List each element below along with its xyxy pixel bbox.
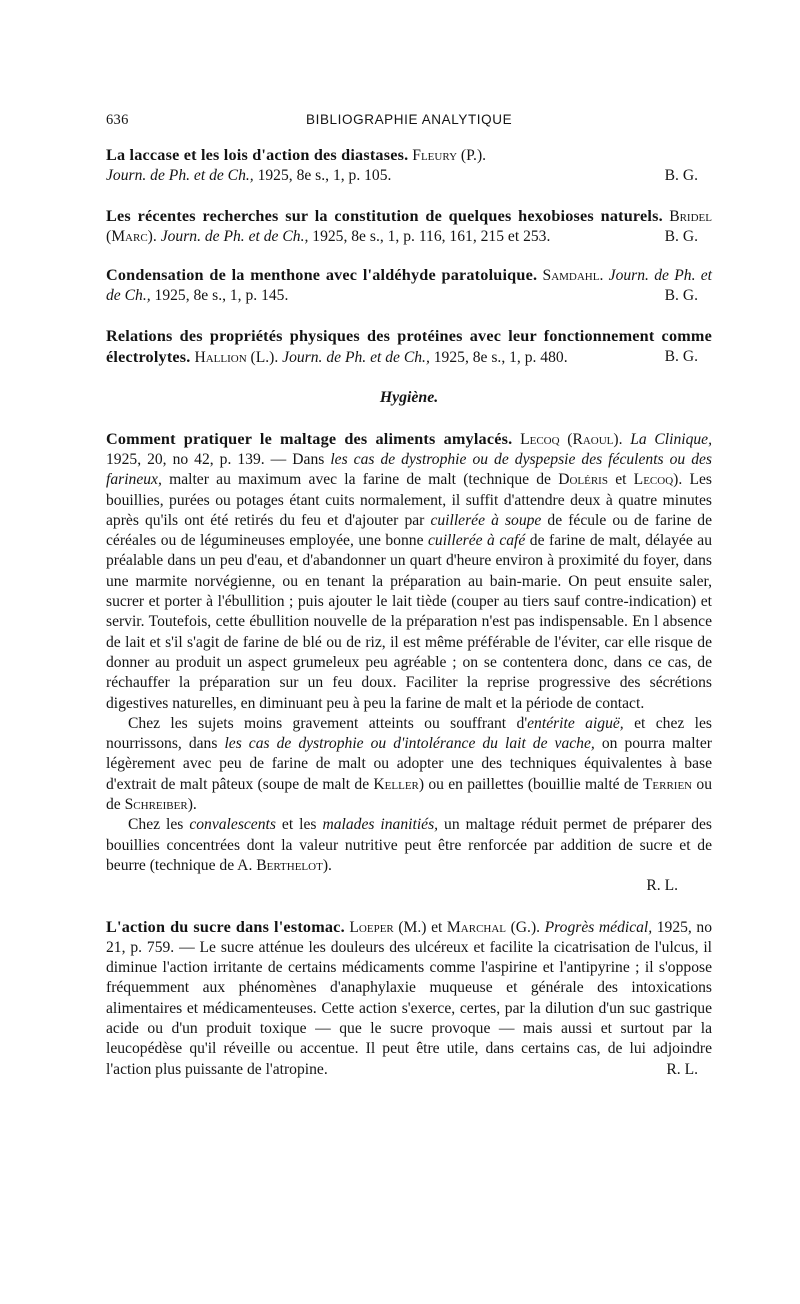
entry-journal: Journ. de Ph. et de Ch., bbox=[160, 227, 309, 245]
entry-signature: B. G. bbox=[664, 167, 698, 185]
body-text: ) ou en paillettes (bouillie malté de bbox=[418, 775, 643, 793]
entry-author: Samdahl. bbox=[542, 267, 604, 285]
italic-phrase: les cas de dystrophie ou d'intolérance du lait de vache, bbox=[224, 735, 595, 753]
entry-text bbox=[106, 326, 712, 369]
entry-journal: La Clinique, bbox=[630, 430, 713, 448]
entry-reference: 1925, 8e s., 1, p. 105. bbox=[253, 167, 392, 185]
entry-reference: 1925, 8e s., 1, p. 145. bbox=[150, 287, 289, 305]
entry-author: Hallion (L.). bbox=[194, 349, 279, 367]
body-text: de fécule ou de farine de céréales ou de légumineuses employée, une bonne bbox=[106, 511, 712, 550]
italic-phrase: convalescents bbox=[189, 816, 276, 834]
body-text: on pourra malter légèrement avec peu de farine de malt ou adopter une des techniques équivalentes à base d'extrait de malt pâteux (soupe de malt de bbox=[106, 735, 712, 793]
body-text: ). bbox=[187, 796, 197, 814]
entry-menthone bbox=[106, 265, 712, 307]
italic-phrase: cuillerée à soupe bbox=[430, 511, 542, 529]
maltage-paragraph-2 bbox=[106, 714, 712, 815]
entry-journal: Journ. de Ph. et de Ch., bbox=[282, 349, 430, 367]
maltage-paragraph-3 bbox=[106, 815, 712, 876]
body-text: Chez les bbox=[128, 816, 190, 834]
entry-text bbox=[106, 265, 712, 307]
cited-author: Terrien bbox=[642, 775, 693, 793]
body-text: ). Les bouillies, purées ou potages étant cuits normalement, il suffit d'attendre deux à quatre minutes après qu'ils ont été retirés du feu et d'ajouter par bbox=[106, 471, 712, 529]
body-text: Chez les sujets moins gravement atteints ou souffrant d' bbox=[128, 714, 528, 732]
entry-proteines bbox=[106, 326, 712, 369]
cited-author: Lecoq bbox=[633, 471, 674, 489]
entry-reference: 1925, 8e s., 1, p. 480. bbox=[429, 349, 568, 367]
body-text: malter au maximum avec la farine de malt (technique de bbox=[161, 471, 559, 489]
entry-title: Les récentes recherches sur la constitution de quelques hexobioses naturels. bbox=[106, 206, 663, 225]
cited-author: Keller bbox=[373, 775, 419, 793]
section-heading: Hygiène. bbox=[379, 389, 439, 407]
entry-journal: Journ. de Ph. et de Ch., bbox=[106, 167, 254, 185]
body-text: et bbox=[426, 918, 447, 936]
entry-title: L'action du sucre dans l'estomac. bbox=[106, 917, 345, 936]
cited-author: Berthelot bbox=[256, 856, 323, 874]
italic-phrase: les cas de dystrophie ou de dyspepsie des féculents ou des farineux, bbox=[106, 450, 713, 489]
entry-signature: B. G. bbox=[664, 348, 698, 366]
entry-sucre bbox=[106, 917, 712, 1080]
entry-author: Marchal (G.). bbox=[446, 918, 541, 936]
entry-reference: 1925, no 21, p. 759. — Le sucre atténue les douleurs des ulcéreux et facilite la cicatrisation de l'ulcus, il diminue l'action irritante de certains médicaments comme l'aspirine et l'antipyrine ; il s'oppose fréquemment aux phénomènes d'anaphylaxie muqueuse et générale des intoxications alimentaires et médicamenteuses. Cette action s'exerce, certes, par la dilution d'un suc gastrique acide ou d'un produit toxique — que le sucre provoque — mais aussi et surtout par la leucopédèse qu'il réveille ou accentue. Il peut être utile, dans certains cas, de lui adjoindre l'action plus puissante de l'atropine. bbox=[106, 918, 712, 1078]
entry-title: Relations des propriétés physiques des protéines avec leur fonctionnement comme électrolytes. bbox=[106, 326, 712, 367]
page-content bbox=[106, 145, 712, 1080]
entry-signature: R. L. bbox=[666, 1060, 698, 1078]
entry-author: Lecoq (Raoul). bbox=[520, 430, 623, 448]
italic-phrase: malades inanitiés, bbox=[322, 816, 439, 834]
entry-laccase bbox=[106, 145, 712, 187]
entry-signature: R. L. bbox=[646, 877, 678, 895]
entry-title: La laccase et les lois d'action des diastases. bbox=[106, 146, 409, 164]
entry-text bbox=[106, 145, 712, 187]
entry-signature: B. G. bbox=[664, 287, 698, 305]
running-title: BIBLIOGRAPHIE ANALYTIQUE bbox=[306, 112, 513, 127]
entry-author: Bridel (Marc). bbox=[106, 207, 712, 245]
cited-author: Schreiber bbox=[124, 796, 188, 814]
entry-text bbox=[106, 206, 712, 248]
sucre-paragraph bbox=[106, 917, 712, 1080]
italic-phrase: entérite aiguë, bbox=[527, 714, 624, 732]
body-text: et chez les nourrissons, dans bbox=[106, 714, 712, 753]
entry-maltage bbox=[106, 429, 712, 897]
entry-author: Fleury (P.). bbox=[412, 147, 487, 164]
entry-signature: B. G. bbox=[664, 227, 698, 245]
cited-author: Doléris bbox=[558, 471, 608, 489]
entry-reference: 1925, 20, no 42, p. 139. — Dans bbox=[106, 450, 331, 468]
entry-journal: Journ. de Ph. et de Ch., bbox=[106, 267, 713, 305]
body-text: de farine de malt, délayée au préalable dans un peu d'eau, et d'abandonner un quart d'heure environ à proximité du foyer, dans une marmite norvégienne, ou en tenant la préparation au bain-marie. On peut ensuite saler, sucrer et porter à l'ébullition ; puis ajouter le lait tiède (couper au tiers sauf contre-indication) et servir. Toutefois, cette ébullition nouvelle de la préparation n'est pas indispensable. En l absence de lait et s'il s'agit de farine de blé ou de riz, il est même préférable de l'éviter, car elle risque de donner au produit un aspect grumeleux peu agréable ; on se contentera donc, dans ce cas, de réchauffer la préparation sur un feu doux. Faciliter la reprise progressive des sécrétions digestives naturelles, en diminuant peu à peu la farine de malt et la période de contact. bbox=[106, 532, 712, 712]
body-text: un maltage réduit permet de préparer des bouillies concentrées dont la valeur nutritive peut être renforcée par addition de sucre et de beurre (technique de A. bbox=[106, 816, 712, 874]
body-text: et bbox=[607, 471, 634, 489]
entry-reference: 1925, 8e s., 1, p. 116, 161, 215 et 253. bbox=[308, 227, 551, 245]
italic-phrase: cuillerée à café bbox=[427, 532, 526, 550]
body-text: ou de bbox=[106, 775, 712, 814]
body-text: et les bbox=[275, 816, 323, 834]
entry-journal: Progrès médical, bbox=[544, 918, 653, 936]
page-number: 636 bbox=[106, 112, 129, 128]
entry-title: Condensation de la menthone avec l'aldéhyde paratoluique. bbox=[106, 266, 538, 285]
maltage-paragraph-1 bbox=[106, 429, 712, 714]
entry-hexobioses bbox=[106, 206, 712, 248]
entry-title: Comment pratiquer le maltage des aliments amylacés. bbox=[106, 429, 513, 448]
entry-author: Loeper (M.) bbox=[349, 918, 427, 936]
body-text: ). bbox=[322, 856, 332, 874]
